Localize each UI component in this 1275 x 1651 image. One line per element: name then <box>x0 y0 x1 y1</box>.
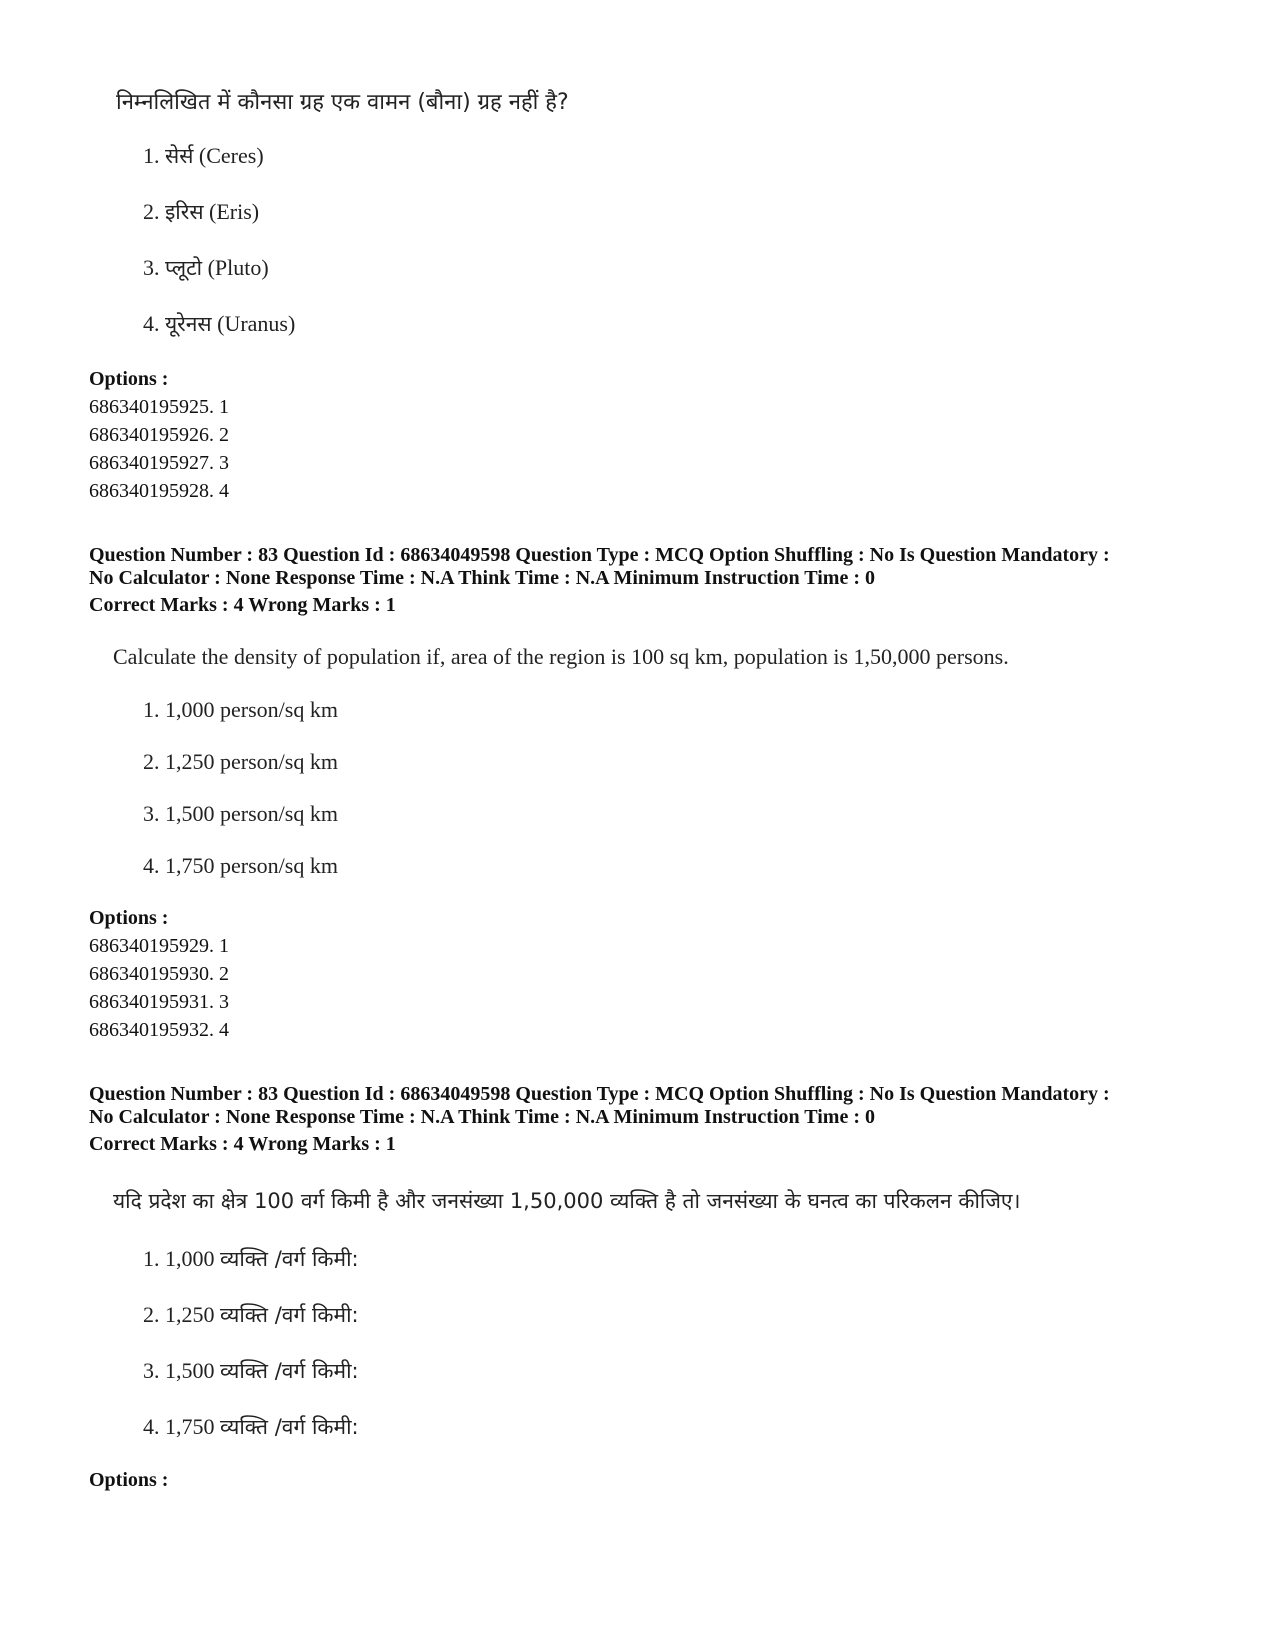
choice-item <box>143 198 259 226</box>
options-label: Options : <box>89 368 169 390</box>
option-id-line: 686340195932. 4 <box>89 1019 229 1041</box>
options-label: Options : <box>89 1469 169 1491</box>
choice-item <box>143 1357 359 1385</box>
option-id-line: 686340195928. 4 <box>89 480 229 502</box>
choice-value: 1,500 <box>165 1358 215 1383</box>
question-meta-line: Question Number : 83 Question Id : 68634049598 Question Type : MCQ Option Shuffling : No Is Question Mandatory : <box>89 1083 1110 1105</box>
choice-item: 1. 1,000 person/sq km <box>143 697 338 722</box>
choice-unit: व्यक्ति /वर्ग किमी: <box>220 1303 359 1327</box>
question-meta-line: Question Number : 83 Question Id : 68634049598 Question Type : MCQ Option Shuffling : No Is Question Mandatory : <box>89 544 1110 566</box>
choice-native-text: यूरेनस <box>165 312 212 336</box>
choice-unit: व्यक्ति /वर्ग किमी: <box>220 1247 359 1271</box>
options-label: Options : <box>89 907 169 929</box>
choice-number: 4. <box>143 1414 160 1439</box>
choice-native-text: इरिस <box>165 200 204 224</box>
choice-item <box>143 1245 359 1273</box>
option-id-line: 686340195931. 3 <box>89 991 229 1013</box>
choice-value: 1,250 <box>165 1302 215 1327</box>
choice-unit: व्यक्ति /वर्ग किमी: <box>220 1359 359 1383</box>
choice-item <box>143 254 269 282</box>
marks-line: Correct Marks : 4 Wrong Marks : 1 <box>89 1133 396 1155</box>
choice-unit: व्यक्ति /वर्ग किमी: <box>220 1415 359 1439</box>
choice-latin-text: (Eris) <box>209 199 260 224</box>
question-meta-line: No Calculator : None Response Time : N.A Think Time : N.A Minimum Instruction Time : 0 <box>89 567 875 589</box>
question-text-population-density-hindi: यदि प्रदेश का क्षेत्र 100 वर्ग किमी है और जनसंख्या 1,50,000 व्यक्ति है तो जनसंख्या के घनत्व का परिकलन कीजिए। <box>113 1189 1021 1213</box>
choice-number: 2. <box>143 1302 160 1327</box>
choice-number: 1. <box>143 143 160 168</box>
option-id-line: 686340195926. 2 <box>89 424 229 446</box>
option-id-line: 686340195929. 1 <box>89 935 229 957</box>
choice-number: 4. <box>143 311 160 336</box>
choice-number: 2. <box>143 199 160 224</box>
choice-value: 1,000 <box>165 1246 215 1271</box>
choice-number: 1. <box>143 1246 160 1271</box>
choice-item <box>143 1413 359 1441</box>
choice-item <box>143 310 295 338</box>
choice-value: 1,750 <box>165 1414 215 1439</box>
choice-latin-text: (Pluto) <box>207 255 269 280</box>
choice-item <box>143 1301 359 1329</box>
question-meta-line: No Calculator : None Response Time : N.A Think Time : N.A Minimum Instruction Time : 0 <box>89 1106 875 1128</box>
choice-item: 2. 1,250 person/sq km <box>143 749 338 774</box>
choice-number: 3. <box>143 255 160 280</box>
option-id-line: 686340195925. 1 <box>89 396 229 418</box>
choice-number: 3. <box>143 1358 160 1383</box>
choice-item: 4. 1,750 person/sq km <box>143 853 338 878</box>
option-id-line: 686340195930. 2 <box>89 963 229 985</box>
choice-item <box>143 142 264 170</box>
question-text-dwarf-planet: निम्नलिखित में कौनसा ग्रह एक वामन (बौना) ग्रह नहीं है? <box>116 90 569 115</box>
option-id-line: 686340195927. 3 <box>89 452 229 474</box>
choice-latin-text: (Ceres) <box>198 143 264 168</box>
choice-latin-text: (Uranus) <box>217 311 296 336</box>
marks-line: Correct Marks : 4 Wrong Marks : 1 <box>89 594 396 616</box>
choice-native-text: सेर्स <box>165 144 194 168</box>
choice-native-text: प्लूटो <box>165 256 203 280</box>
question-text-population-density: Calculate the density of population if, area of the region is 100 sq km, population is 1,50,000 persons. <box>113 644 1009 669</box>
choice-item: 3. 1,500 person/sq km <box>143 801 338 826</box>
